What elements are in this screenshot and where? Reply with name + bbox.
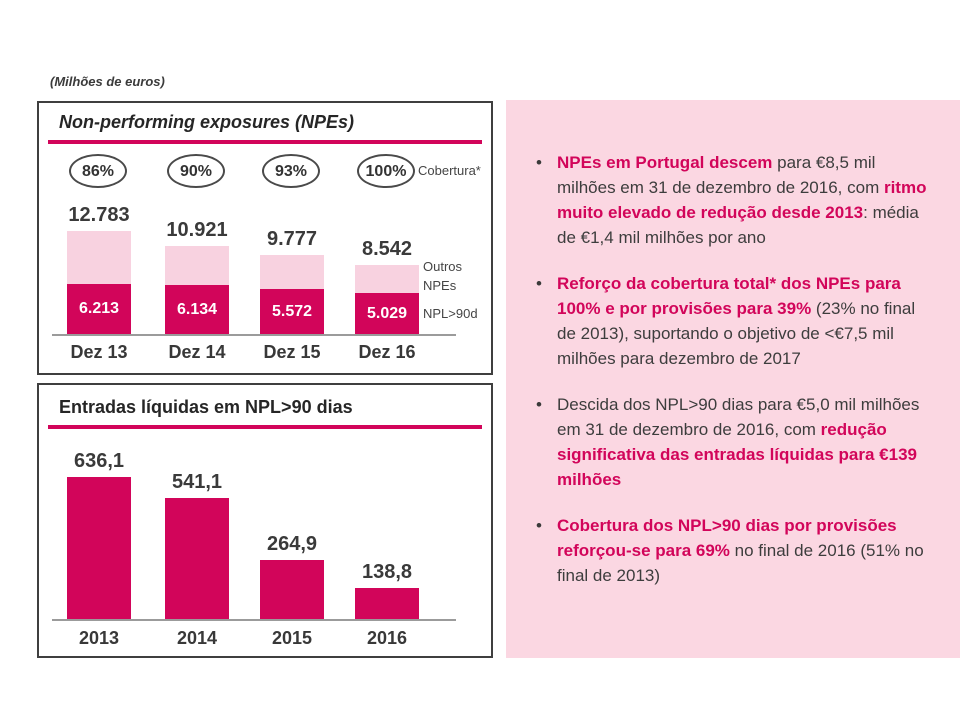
coverage-caption: Cobertura*	[418, 163, 481, 178]
bullet-highlight: redução significativa das entradas líquidas para €139 milhões	[557, 420, 917, 489]
npe-axis-line	[52, 334, 456, 336]
bullet-plain: para €8,5 mil milhões em 31 de dezembro de 2016, com	[557, 153, 884, 197]
bullet-highlight: Cobertura dos NPL>90 dias por provisões reforçou-se para 69%	[557, 516, 897, 560]
npl-inflows-chart	[37, 383, 493, 658]
bar-segment-npl90d: 6.213	[67, 284, 131, 334]
category-label: Dez 15	[263, 342, 321, 362]
category-label: Dez 13	[70, 342, 128, 362]
bullet-item	[536, 392, 938, 492]
bar-npl-inflow	[67, 477, 131, 619]
bullet-highlight: Reforço da cobertura total* dos NPEs para 100% e por provisões para 39%	[557, 274, 901, 318]
bullet-text	[557, 392, 938, 492]
commentary-panel	[506, 100, 960, 658]
bar-value-label: 138,8	[361, 561, 413, 583]
bullet-plain: (23% no final de 2013), suportando o objetivo de <€7,5 mil milhões para dezembro de 2017	[557, 299, 916, 368]
category-label: Dez 16	[358, 342, 416, 362]
bar-value-label: 264,9	[266, 533, 318, 555]
bullet-dot: •	[536, 274, 542, 293]
bullet-item	[536, 271, 938, 371]
bar-segment-outros-npes	[355, 265, 419, 293]
bar-segment-outros-npes	[67, 231, 131, 284]
npl-title-rule	[48, 425, 482, 429]
legend-npl90d: NPL>90d	[423, 306, 478, 321]
bar-value-label: 636,1	[73, 450, 125, 472]
bar-segment-npl90d: 5.029	[355, 293, 419, 334]
bar-segment-npl90d: 6.134	[165, 285, 229, 334]
bullet-dot: •	[536, 395, 542, 414]
npe-title-rule	[48, 140, 482, 144]
total-value-label: 9.777	[266, 228, 318, 250]
npl-inflows-title: Entradas líquidas em NPL>90 dias	[59, 397, 353, 417]
total-value-label: 10.921	[166, 219, 228, 241]
bullet-plain: Descida dos NPL>90 dias para €5,0 mil milhões em 31 de dezembro de 2016, com	[557, 395, 920, 439]
bullet-plain: no final de 2016 (51% no final de 2013)	[557, 541, 924, 585]
bullet-list	[536, 150, 938, 609]
bullet-text	[557, 513, 938, 588]
bar-npl-inflow	[260, 560, 324, 619]
total-value-label: 12.783	[68, 204, 130, 226]
coverage-oval: 90%	[167, 154, 225, 188]
coverage-oval: 93%	[262, 154, 320, 188]
bullet-dot: •	[536, 153, 542, 172]
total-value-label: 8.542	[361, 238, 413, 260]
coverage-oval: 86%	[69, 154, 127, 188]
bar-segment-npl90d: 5.572	[260, 289, 324, 334]
units-label: (Milhões de euros)	[50, 74, 165, 89]
bullet-highlight: ritmo muito elevado de redução desde 2013	[557, 178, 927, 222]
npe-chart	[37, 101, 493, 375]
bullet-highlight: NPEs em Portugal descem	[557, 153, 773, 172]
bar-npl-inflow	[165, 498, 229, 619]
bullet-text	[557, 150, 938, 250]
category-label: 2015	[271, 628, 313, 648]
npe-chart-title: Non-performing exposures (NPEs)	[59, 112, 355, 132]
bar-npl-inflow	[355, 588, 419, 619]
bullet-text	[557, 271, 938, 371]
coverage-oval: 100%	[357, 154, 415, 188]
category-label: 2013	[78, 628, 120, 648]
category-label: Dez 14	[168, 342, 226, 362]
bullet-item	[536, 150, 938, 250]
bar-value-label: 541,1	[171, 471, 223, 493]
npl-axis-line	[52, 619, 456, 621]
category-label: 2014	[176, 628, 218, 648]
bullet-item	[536, 513, 938, 588]
bar-segment-outros-npes	[260, 255, 324, 289]
bar-segment-outros-npes	[165, 246, 229, 285]
legend-outros-npes: Outros NPEs	[423, 259, 463, 293]
bullet-plain: : média de €1,4 mil milhões por ano	[557, 203, 919, 247]
category-label: 2016	[366, 628, 408, 648]
bullet-dot: •	[536, 516, 542, 535]
